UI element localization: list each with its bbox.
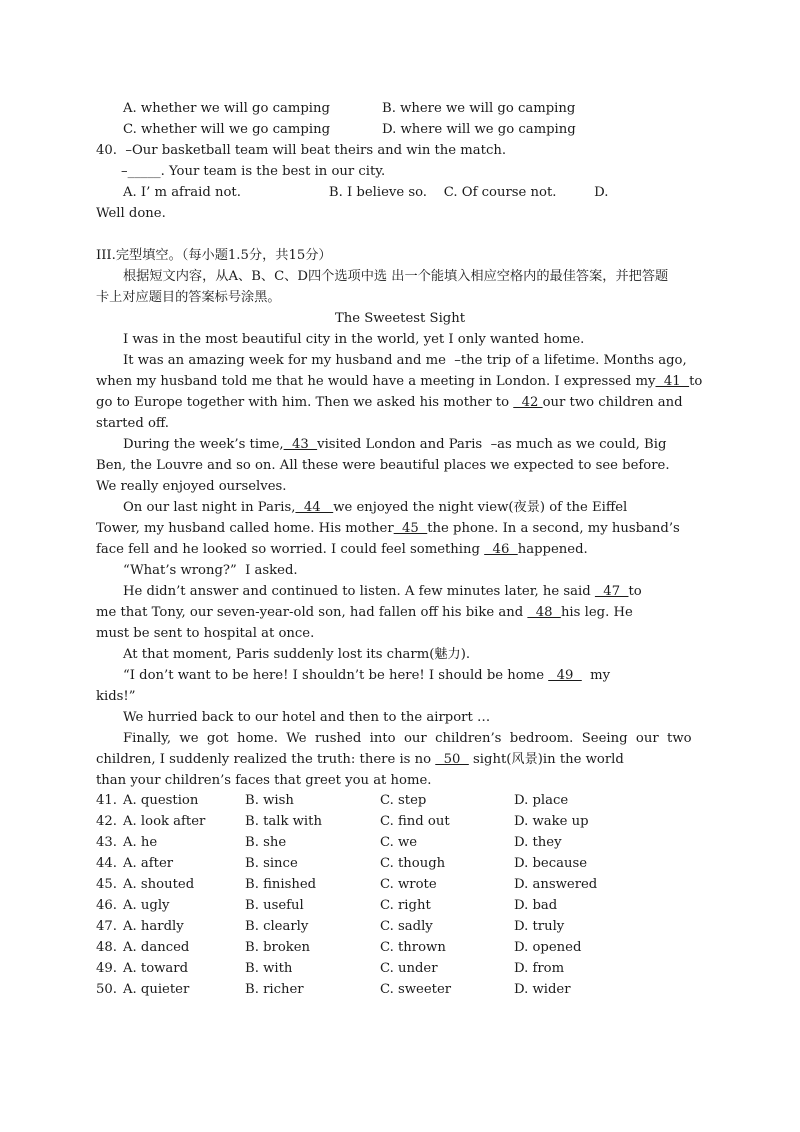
blank-48: 48: [527, 605, 561, 620]
choice-option-c: C. right: [380, 898, 431, 913]
passage-line-1: I was in the most beautiful city in the world, yet I only wanted home.: [123, 332, 585, 347]
choice-option-a: A. quieter: [123, 982, 190, 997]
choice-number: 49.: [96, 961, 117, 976]
choice-option-a: A. after: [123, 856, 174, 871]
blank-41: 41: [655, 374, 690, 389]
choice-option-b: B. she: [245, 835, 287, 850]
choice-option-b: B. talk with: [245, 814, 322, 829]
q40-reply: –_____. Your team is the best in our city.: [121, 164, 386, 179]
choice-option-c: C. sweeter: [380, 982, 452, 997]
passage-line-9: On our last night in Paris, 44 we enjoyed the night view(夜景) of the Eiffel: [123, 500, 628, 515]
choice-option-c: C. under: [380, 961, 438, 976]
passage-line-14: me that Tony, our seven-year-old son, had fallen off his bike and 48 his leg. He: [96, 605, 633, 620]
choice-number: 47.: [96, 919, 117, 934]
choice-number: 44.: [96, 856, 117, 871]
blank-44: 44: [295, 500, 334, 515]
q39-option-b: B. where we will go camping: [382, 101, 576, 116]
choice-number: 48.: [96, 940, 117, 955]
blank-47: 47: [594, 584, 629, 599]
blank-50: 50: [435, 752, 469, 767]
passage-line-5: started off.: [96, 416, 170, 431]
choice-option-b: B. broken: [245, 940, 311, 955]
choice-option-d: D. opened: [514, 940, 582, 955]
passage-title: The Sweetest Sight: [334, 311, 466, 326]
blank-42: 42: [513, 395, 543, 410]
passage-line-19: We hurried back to our hotel and then to the airport …: [123, 710, 491, 725]
passage-line-10: Tower, my husband called home. His mother 45 the phone. In a second, my husband’s: [96, 521, 680, 536]
passage-line-16: At that moment, Paris suddenly lost its charm(魅力).: [123, 647, 471, 662]
choice-option-b: B. wish: [245, 793, 294, 808]
blank-49: 49: [548, 668, 582, 683]
choice-option-a: A. he: [123, 835, 158, 850]
choice-number: 41.: [96, 793, 117, 808]
passage-line-20: Finally, we got home. We rushed into our children’s bedroom. Seeing our two: [123, 731, 692, 746]
passage-line-3: when my husband told me that he would have a meeting in London. I expressed my 41 to: [96, 374, 703, 389]
passage-line-21: children, I suddenly realized the truth: there is no 50 sight(风景)in the world: [96, 752, 624, 767]
passage-line-7: Ben, the Louvre and so on. All these were beautiful places we expected to see before.: [96, 458, 670, 473]
choice-option-a: A. toward: [123, 961, 189, 976]
passage-line-4: go to Europe together with him. Then we asked his mother to 42 our two children and: [96, 395, 683, 410]
q39-option-d: D. where will we go camping: [382, 122, 576, 137]
choice-number: 42.: [96, 814, 117, 829]
choice-option-b: B. richer: [245, 982, 304, 997]
choice-option-d: D. answered: [514, 877, 598, 892]
choice-option-d: D. because: [514, 856, 588, 871]
choice-option-d: D. wider: [514, 982, 571, 997]
choice-option-a: A. shouted: [123, 877, 195, 892]
choice-option-a: A. look after: [123, 814, 206, 829]
choice-option-a: A. danced: [123, 940, 190, 955]
q39-option-a: A. whether we will go camping: [123, 101, 330, 116]
choice-number: 43.: [96, 835, 117, 850]
choice-option-b: B. since: [245, 856, 298, 871]
choice-number: 46.: [96, 898, 117, 913]
passage-line-17: “I don’t want to be here! I shouldn’t be here! I should be home 49 my: [123, 668, 611, 683]
choice-option-d: D. bad: [514, 898, 558, 913]
choice-option-b: B. useful: [245, 898, 304, 913]
passage-line-8: We really enjoyed ourselves.: [96, 479, 287, 494]
blank-43: 43: [283, 437, 318, 452]
blank-46: 46: [484, 542, 518, 557]
blank-45: 45: [393, 521, 428, 536]
choice-number: 50.: [96, 982, 117, 997]
choice-option-c: C. step: [380, 793, 427, 808]
choice-number: 45.: [96, 877, 117, 892]
choice-option-a: A. hardly: [123, 919, 184, 934]
choice-option-c: C. we: [380, 835, 418, 850]
passage-line-15: must be sent to hospital at once.: [96, 626, 315, 641]
passage-line-6: During the week’s time, 43 visited London and Paris –as much as we could, Big: [123, 437, 667, 452]
choice-option-a: A. ugly: [123, 898, 170, 913]
q40-option-d-wrap: Well done.: [96, 206, 166, 221]
choice-option-c: C. find out: [380, 814, 450, 829]
choice-option-b: B. finished: [245, 877, 317, 892]
choice-option-c: C. sadly: [380, 919, 433, 934]
q40-stem: 40. –Our basketball team will beat theirs and win the match.: [96, 143, 507, 158]
choice-option-d: D. they: [514, 835, 562, 850]
q40-options: A. I’ m afraid not. B. I believe so. C. Of course not. D.: [123, 185, 609, 200]
section-heading: III.完型填空。（每小题1.5分，共15分）: [96, 248, 332, 263]
choice-option-d: D. from: [514, 961, 565, 976]
passage-line-13: He didn’t answer and continued to listen. A few minutes later, he said 47 to: [123, 584, 642, 599]
section-instruction-1: 根据短文内容，从A、B、C、D四个选项中选 出一个能填入相应空格内的最佳答案，并把答题: [123, 269, 669, 284]
passage-line-18: kids!”: [96, 689, 136, 704]
choice-option-c: C. though: [380, 856, 446, 871]
choice-option-b: B. with: [245, 961, 293, 976]
choice-option-d: D. place: [514, 793, 569, 808]
passage-line-2: It was an amazing week for my husband and me –the trip of a lifetime. Months ago,: [123, 353, 687, 368]
passage-line-11: face fell and he looked so worried. I could feel something 46 happened.: [96, 542, 588, 557]
choice-option-a: A. question: [123, 793, 199, 808]
choice-option-d: D. truly: [514, 919, 565, 934]
choice-option-c: C. thrown: [380, 940, 446, 955]
choice-option-b: B. clearly: [245, 919, 309, 934]
passage-line-22: than your children’s faces that greet you at home.: [96, 773, 432, 788]
choice-option-c: C. wrote: [380, 877, 437, 892]
choice-option-d: D. wake up: [514, 814, 589, 829]
q39-option-c: C. whether will we go camping: [123, 122, 331, 137]
section-instruction-2: 卡上对应题目的答案标号涂黑。: [96, 290, 281, 305]
passage-line-12: “What’s wrong?” I asked.: [123, 563, 298, 578]
